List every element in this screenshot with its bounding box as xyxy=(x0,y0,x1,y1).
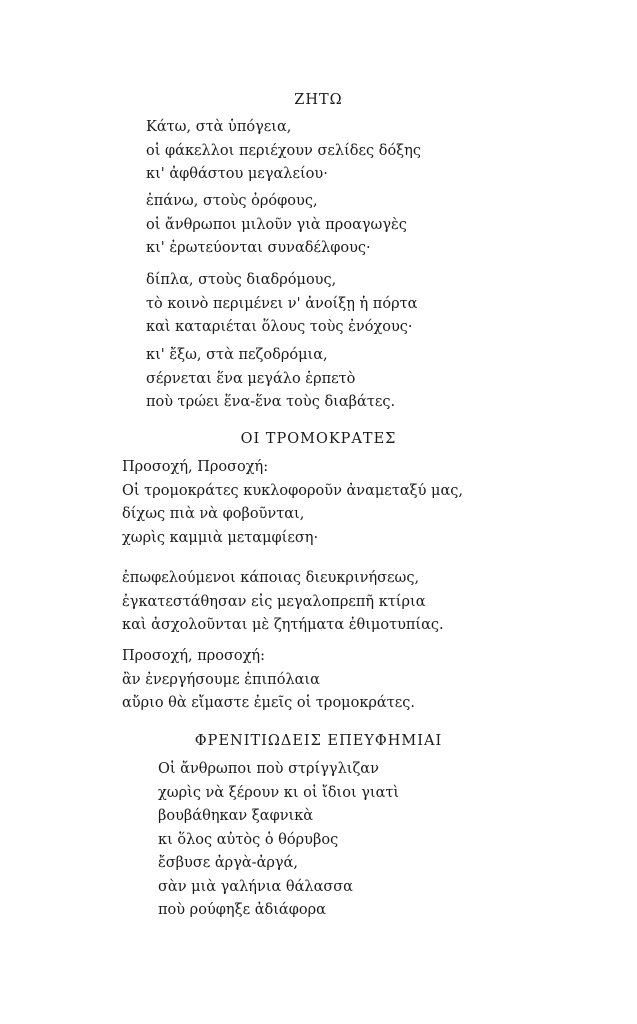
stanza xyxy=(146,269,417,340)
verse-line: δίπλα, στοὺς διαδρόμους, xyxy=(146,272,337,288)
verse-line: κι' ἐρωτεύονται συναδέλφους· xyxy=(146,240,371,256)
verse-line: Οἱ ἄνθρωποι ποὺ στρίγγλιζαν xyxy=(158,761,379,777)
verse-line: ποὺ τρώει ἕνα-ἕνα τοὺς διαβάτες. xyxy=(146,394,396,410)
poem-title-frenitiodeis-epeufimiai: ΦΡΕΝΙΤΙΩΔΕΙΣ ΕΠΕΥΦΗΜΙΑΙ xyxy=(194,733,443,749)
verse-line: καὶ καταριέται ὅλους τοὺς ἐνόχους· xyxy=(146,319,413,335)
verse-line: ἐπωφελούμενοι κάποιας διευκρινήσεως, xyxy=(122,570,420,586)
verse-line: οἱ φάκελλοι περιέχουν σελίδες δόξης xyxy=(146,142,421,159)
verse-line: βουβάθηκαν ξαφνικὰ xyxy=(158,808,314,824)
verse-line: σέρνεται ἕνα μεγάλο ἑρπετὸ xyxy=(146,370,356,387)
verse-line: ποὺ ρούφηξε ἀδιάφορα xyxy=(158,902,326,918)
stanza xyxy=(122,645,415,716)
verse-line: ἐγκατεστάθησαν εἰς μεγαλοπρεπῆ κτίρια xyxy=(122,593,426,610)
stanza xyxy=(146,190,407,261)
verse-line: Προσοχή, προσοχή: xyxy=(122,648,265,664)
verse-line: τὸ κοινὸ περιμένει ν' ἀνοίξῃ ἡ πόρτα xyxy=(146,295,418,312)
verse-line: καὶ ἀσχολοῦνται μὲ ζητήματα ἐθιμοτυπίας. xyxy=(122,617,444,633)
poem-title-zito: ΖΗΤΩ xyxy=(294,92,343,108)
verse-line: κι ὅλος αὐτὸς ὁ θόρυβος xyxy=(158,831,339,848)
verse-line: κι' ἀφθάστου μεγαλείου· xyxy=(146,166,328,182)
verse-line: ἂν ἐνεργήσουμε ἐπιπόλαια xyxy=(122,671,320,688)
verse-line: ἔσβυσε ἀργὰ-ἀργά, xyxy=(158,855,298,871)
verse-line: χωρὶς καμμιὰ μεταμφίεση· xyxy=(122,529,319,546)
verse-line: σὰν μιὰ γαλήνια θάλασσα xyxy=(158,878,353,895)
verse-line: αὔριο θὰ εἴμαστε ἐμεῖς οἱ τρομοκράτες. xyxy=(122,695,415,711)
verse-line: ἐπάνω, στοὺς ὀρόφους, xyxy=(146,193,318,209)
poem-title-oi-tromokrates: ΟΙ ΤΡΟΜΟΚΡΑΤΕΣ xyxy=(240,431,397,447)
stanza xyxy=(146,116,421,187)
stanza xyxy=(122,456,463,550)
stanza xyxy=(122,567,444,638)
verse-line: Προσοχή, Προσοχή: xyxy=(122,459,269,475)
stanza xyxy=(158,758,399,923)
verse-line: χωρὶς νὰ ξέρουν κι οἱ ἴδιοι γιατὶ xyxy=(158,784,400,801)
verse-line: Κάτω, στὰ ὑπόγεια, xyxy=(146,119,292,135)
stanza xyxy=(146,344,395,415)
verse-line: δίχως πιὰ νὰ φοβοῦνται, xyxy=(122,506,305,522)
verse-line: κι' ἔξω, στὰ πεζοδρόμια, xyxy=(146,347,328,363)
verse-line: οἱ ἄνθρωποι μιλοῦν γιὰ προαγωγὲς xyxy=(146,216,407,233)
verse-line: Οἱ τρομοκράτες κυκλοφοροῦν ἀναμεταξύ μας, xyxy=(122,482,463,499)
